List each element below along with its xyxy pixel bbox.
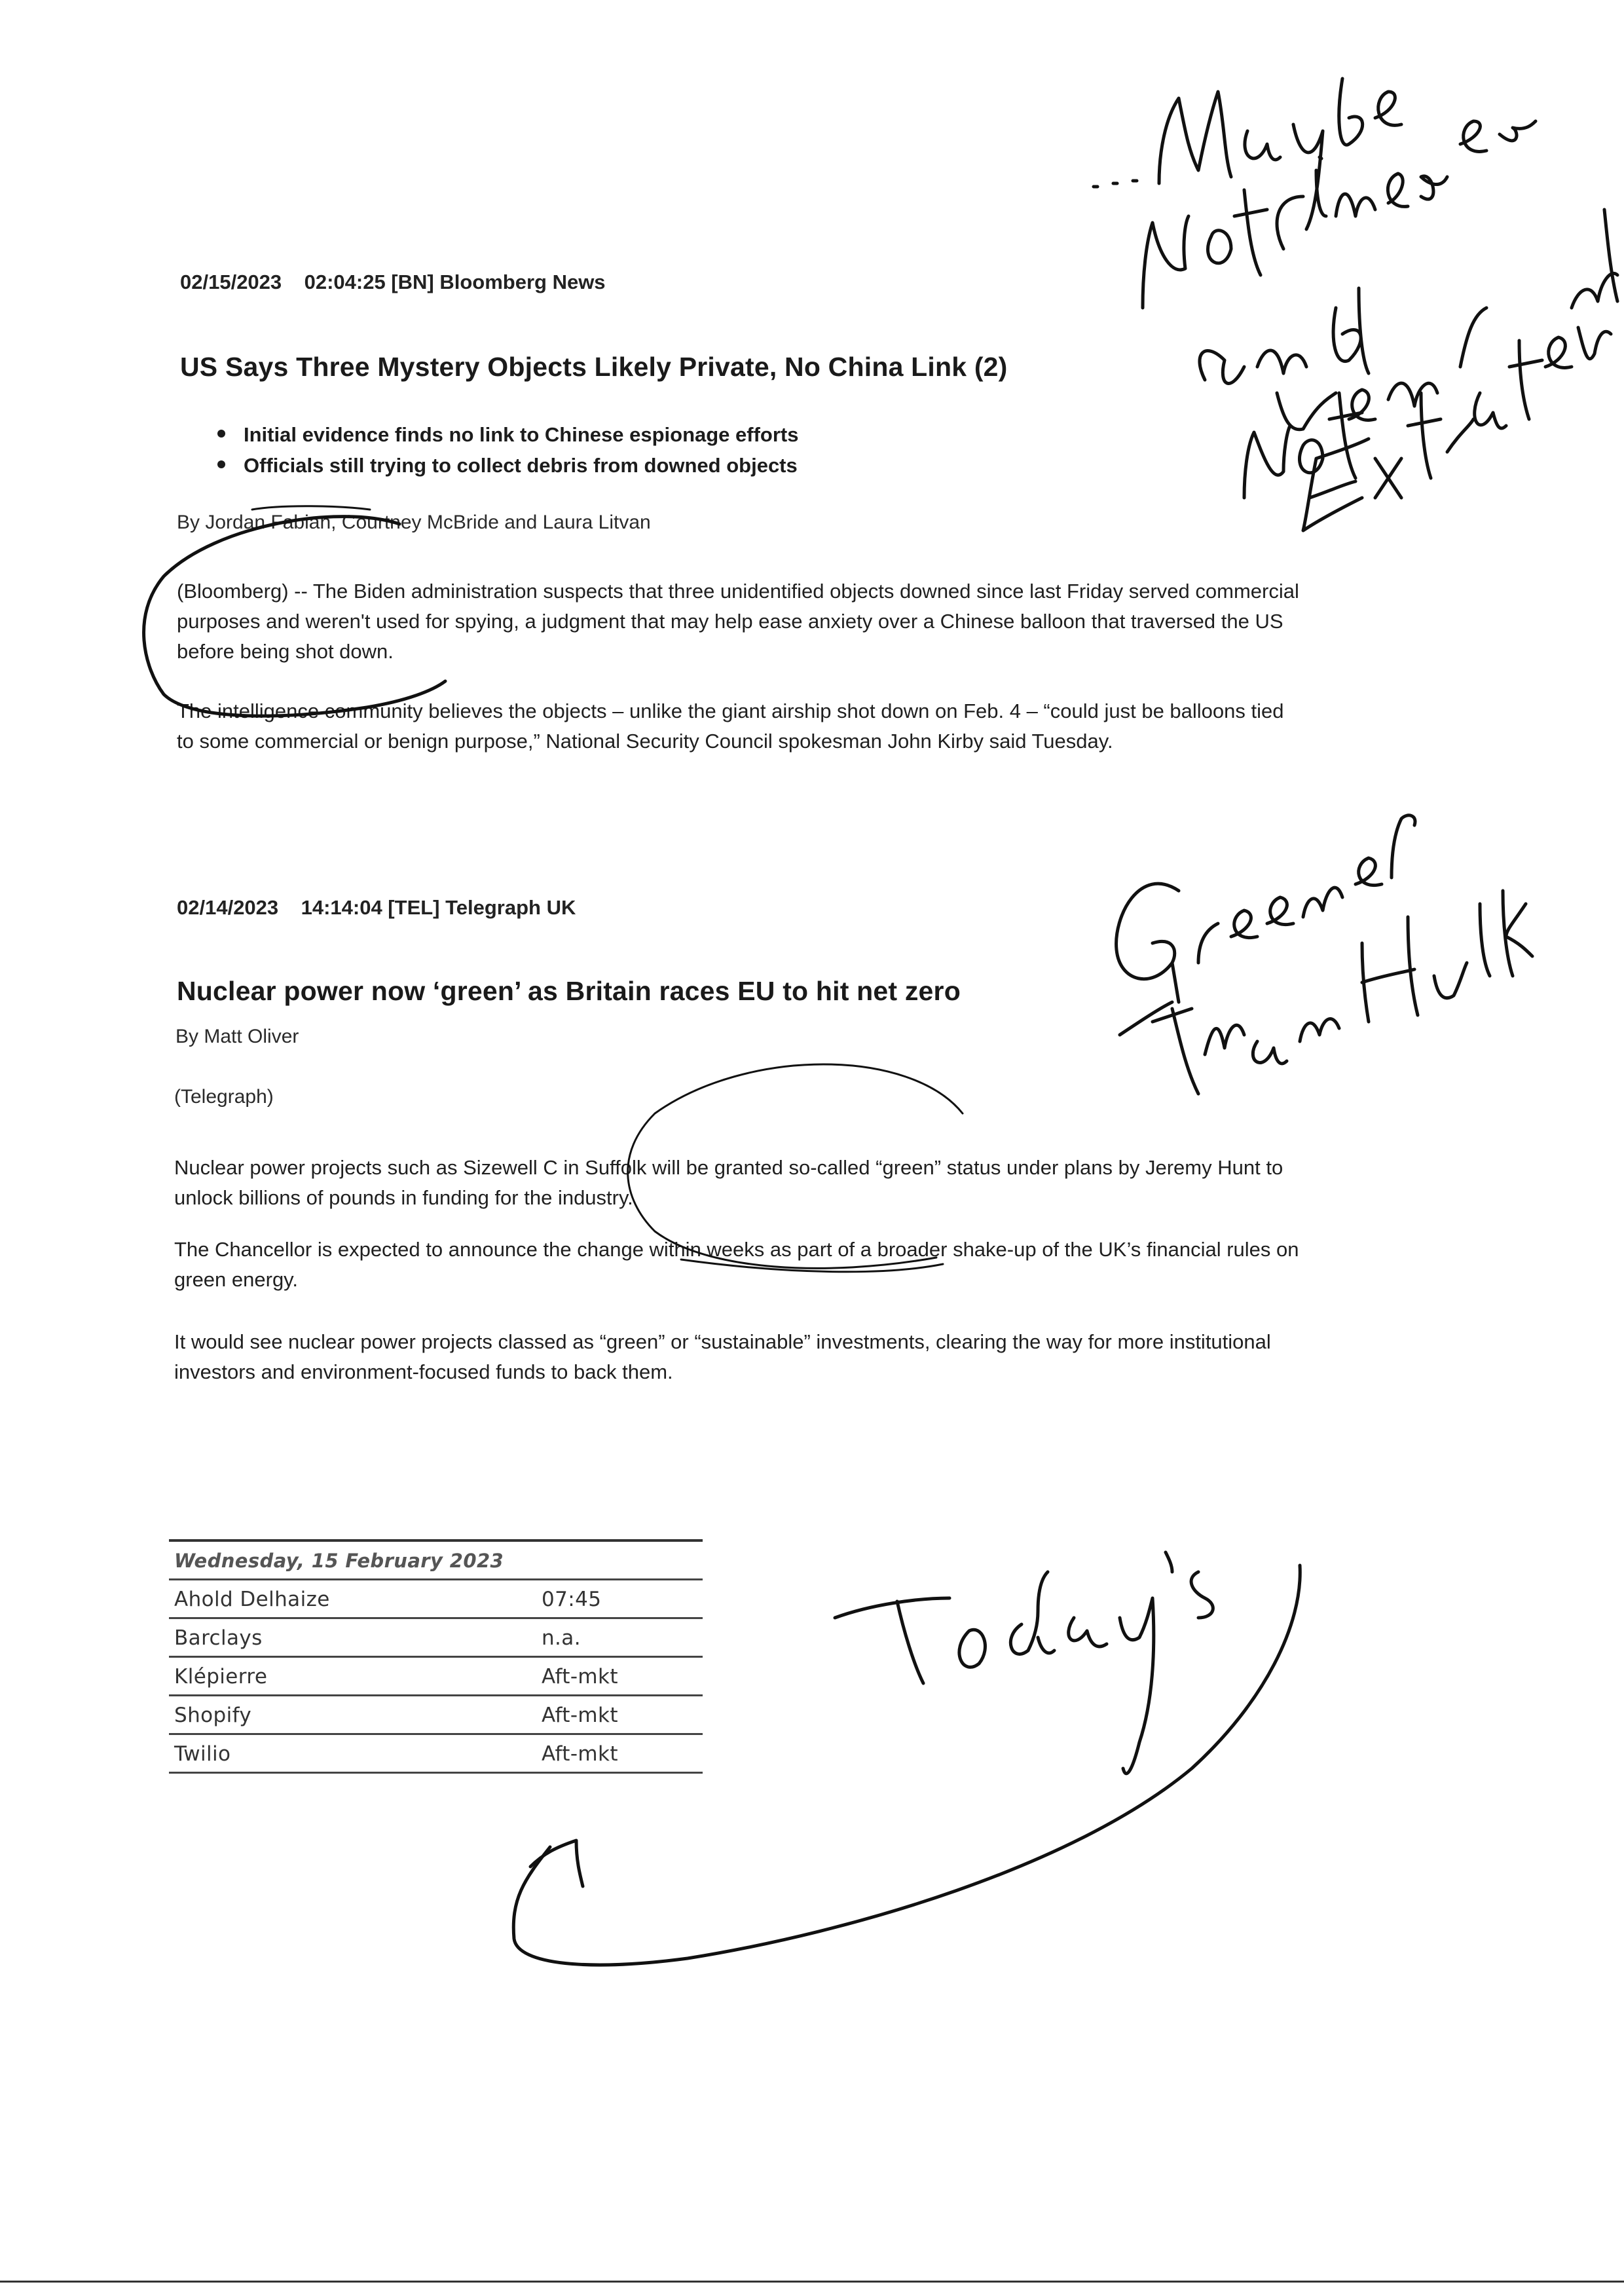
- report-time: Aft-mkt: [536, 1696, 703, 1734]
- article2-byline: By Matt Oliver: [175, 1026, 299, 1047]
- article1-bullet: Officials still trying to collect debris from downed objects: [211, 450, 799, 481]
- schedule-date-row: [169, 1540, 703, 1580]
- page-bottom-rule: [0, 2281, 1624, 2283]
- table-row: [169, 1618, 703, 1657]
- table-row: [169, 1580, 703, 1618]
- report-time: 07:45: [536, 1580, 703, 1618]
- article2-source: (Telegraph): [174, 1086, 274, 1108]
- company-name: Klépierre: [169, 1657, 536, 1696]
- company-name: Barclays: [169, 1618, 536, 1657]
- table-row: [169, 1657, 703, 1696]
- handwriting-maybe-not-chinese: [1094, 79, 1617, 531]
- article1-paragraph-1: (Bloomberg) -- The Biden administration suspects that three unidentified objects downed since last Friday served commercial purposes and weren't used for spying, a judgment that may help ease anxiety over a Chinese balloon that traversed the US before being shot down.: [177, 580, 1299, 663]
- article1-byline: By Jordan Fabian, Courtney McBride and Laura Litvan: [177, 512, 651, 533]
- article2-title: Nuclear power now ‘green’ as Britain races EU to hit net zero: [177, 976, 961, 1006]
- company-name: Twilio: [169, 1734, 536, 1773]
- article1-title: US Says Three Mystery Objects Likely Private, No China Link (2): [180, 352, 1008, 382]
- earnings-schedule-table: [169, 1539, 703, 1774]
- article1-bullets: [211, 419, 799, 481]
- article1-bullet: Initial evidence finds no link to Chinese espionage efforts: [211, 419, 799, 450]
- article2-paragraph-3: It would see nuclear power projects classed as “green” or “sustainable” investments, clearing the way for more institutional investors and environment-focused funds to back them.: [174, 1330, 1271, 1383]
- article2-paragraph-1: Nuclear power projects such as Sizewell C in Suffolk will be granted so-called “green” status under plans by Jeremy Hunt to unlock billions of pounds in funding for the industry.: [174, 1156, 1283, 1209]
- pen-arrowhead: [530, 1840, 583, 1886]
- report-time: n.a.: [536, 1618, 703, 1657]
- handwriting-greener-than-hulk: [1116, 815, 1532, 1094]
- schedule-date: Wednesday, 15 February 2023: [169, 1540, 703, 1580]
- article1-paragraph-2: The intelligence community believes the objects – unlike the giant airship shot down on Feb. 4 – “could just be balloons tied to some commercial or benign purpose,” National Security Council spokesman John Kirby said Tuesday.: [177, 700, 1284, 753]
- report-time: Aft-mkt: [536, 1657, 703, 1696]
- table-row: [169, 1734, 703, 1773]
- company-name: Ahold Delhaize: [169, 1580, 536, 1618]
- article1-header: 02/15/2023 02:04:25 [BN] Bloomberg News: [180, 271, 606, 293]
- article2-header: 02/14/2023 14:14:04 [TEL] Telegraph UK: [177, 896, 576, 919]
- company-name: Shopify: [169, 1696, 536, 1734]
- report-time: Aft-mkt: [536, 1734, 703, 1773]
- table-row: [169, 1696, 703, 1734]
- pen-underline-fabian: [252, 506, 370, 510]
- article2-paragraph-2: The Chancellor is expected to announce the change within weeks as part of a broader shake-up of the UK’s financial rules on green energy.: [174, 1238, 1299, 1291]
